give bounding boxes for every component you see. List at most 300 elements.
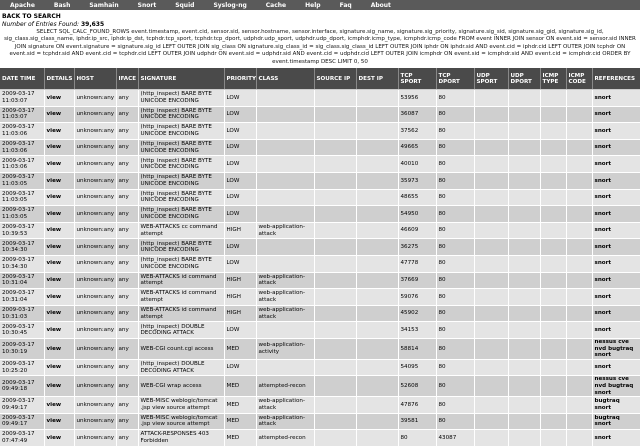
column-header-icmp-type[interactable]: ICMP TYPE: [540, 68, 566, 90]
cell-iface: any: [116, 413, 138, 430]
cell-priority: MED: [224, 397, 256, 414]
cell-tcp-dport: 80: [436, 156, 474, 173]
cell-icmp-code: [566, 222, 592, 239]
cell-signature: WEB-ATTACKS id command attempt: [138, 305, 224, 322]
cell-iface: any: [116, 255, 138, 272]
column-header-details[interactable]: DETAILS: [44, 68, 74, 90]
cell-date-time: 2009-03-17 10:25:20: [0, 359, 44, 376]
nav-bash[interactable]: Bash: [53, 1, 71, 9]
cell-source-ip: [314, 305, 356, 322]
cell-tcp-sport: 47778: [398, 255, 436, 272]
cell-host: unknown:any: [74, 206, 116, 223]
cell-host: unknown:any: [74, 156, 116, 173]
view-details-link[interactable]: view: [44, 106, 74, 123]
cell-udp-dport: [508, 139, 540, 156]
cell-priority: LOW: [224, 173, 256, 190]
cell-signature: (http_inspect) BARE BYTE UNICODE ENCODING: [138, 239, 224, 256]
table-row: [0, 305, 640, 322]
cell-source-ip: [314, 156, 356, 173]
cell-tcp-sport: 37669: [398, 272, 436, 289]
cell-icmp-type: [540, 173, 566, 190]
cell-class: attempted-recon: [256, 376, 314, 397]
cell-date-time: 2009-03-17 07:47:49: [0, 430, 44, 447]
view-details-link[interactable]: view: [44, 413, 74, 430]
cell-udp-dport: [508, 338, 540, 359]
table-row: [0, 222, 640, 239]
cell-priority: MED: [224, 430, 256, 447]
cell-udp-sport: [474, 156, 508, 173]
cell-icmp-code: [566, 156, 592, 173]
column-header-host[interactable]: HOST: [74, 68, 116, 90]
cell-priority: HIGH: [224, 289, 256, 306]
cell-priority: HIGH: [224, 222, 256, 239]
table-row: [0, 239, 640, 256]
cell-date-time: 2009-03-17 09:49:18: [0, 376, 44, 397]
cell-icmp-type: [540, 239, 566, 256]
cell-udp-dport: [508, 289, 540, 306]
references-cell[interactable]: snort: [592, 272, 640, 289]
cell-host: unknown:any: [74, 430, 116, 447]
cell-icmp-type: [540, 397, 566, 414]
cell-host: unknown:any: [74, 239, 116, 256]
view-details-link[interactable]: view: [44, 305, 74, 322]
cell-udp-dport: [508, 359, 540, 376]
table-header-row: [0, 68, 640, 90]
cell-tcp-sport: 48655: [398, 189, 436, 206]
column-header-tcp-dport[interactable]: TCP DPORT: [436, 68, 474, 90]
cell-tcp-sport: 54950: [398, 206, 436, 223]
cell-tcp-sport: 45902: [398, 305, 436, 322]
cell-tcp-dport: 80: [436, 139, 474, 156]
cell-source-ip: [314, 239, 356, 256]
view-details-link[interactable]: view: [44, 397, 74, 414]
view-details-link[interactable]: view: [44, 139, 74, 156]
cell-date-time: 2009-03-17 11:03:06: [0, 123, 44, 140]
cell-iface: any: [116, 123, 138, 140]
cell-host: unknown:any: [74, 173, 116, 190]
cell-icmp-type: [540, 305, 566, 322]
cell-udp-dport: [508, 272, 540, 289]
references-cell[interactable]: bugtraq snort: [592, 413, 640, 430]
references-cell[interactable]: nessus cve nvd bugtraq snort: [592, 338, 640, 359]
column-header-udp-sport[interactable]: UDP SPORT: [474, 68, 508, 90]
cell-dest-ip: [356, 239, 398, 256]
references-cell[interactable]: snort: [592, 189, 640, 206]
cell-dest-ip: [356, 90, 398, 107]
cell-icmp-type: [540, 413, 566, 430]
cell-icmp-code: [566, 90, 592, 107]
cell-tcp-dport: 80: [436, 255, 474, 272]
cell-signature: (http_inspect) BARE BYTE UNICODE ENCODING: [138, 173, 224, 190]
cell-icmp-type: [540, 272, 566, 289]
cell-host: unknown:any: [74, 322, 116, 339]
cell-icmp-code: [566, 139, 592, 156]
cell-tcp-dport: 80: [436, 359, 474, 376]
nav-snort[interactable]: Snort: [137, 1, 157, 9]
cell-udp-dport: [508, 173, 540, 190]
nav-cache[interactable]: Cache: [265, 1, 287, 9]
table-row: [0, 338, 640, 359]
cell-host: unknown:any: [74, 305, 116, 322]
column-header-signature[interactable]: SIGNATURE: [138, 68, 224, 90]
cell-dest-ip: [356, 173, 398, 190]
cell-iface: any: [116, 430, 138, 447]
cell-icmp-code: [566, 272, 592, 289]
cell-signature: (http_inspect) BARE BYTE UNICODE ENCODING: [138, 255, 224, 272]
cell-tcp-sport: 35973: [398, 173, 436, 190]
cell-date-time: 2009-03-17 10:30:19: [0, 338, 44, 359]
cell-class: web-application-attack: [256, 272, 314, 289]
view-details-link[interactable]: view: [44, 338, 74, 359]
cell-iface: any: [116, 338, 138, 359]
view-details-link[interactable]: view: [44, 189, 74, 206]
cell-date-time: 2009-03-17 10:34:30: [0, 239, 44, 256]
references-cell[interactable]: snort: [592, 255, 640, 272]
cell-icmp-type: [540, 338, 566, 359]
cell-dest-ip: [356, 305, 398, 322]
cell-tcp-sport: 52608: [398, 376, 436, 397]
cell-udp-sport: [474, 397, 508, 414]
cell-udp-dport: [508, 206, 540, 223]
cell-source-ip: [314, 123, 356, 140]
cell-icmp-type: [540, 90, 566, 107]
cell-priority: LOW: [224, 206, 256, 223]
table-row: [0, 106, 640, 123]
cell-icmp-code: [566, 206, 592, 223]
cell-priority: LOW: [224, 106, 256, 123]
cell-icmp-code: [566, 305, 592, 322]
cell-udp-dport: [508, 156, 540, 173]
cell-class: web-application-attack: [256, 289, 314, 306]
view-details-link[interactable]: view: [44, 123, 74, 140]
cell-tcp-dport: 80: [436, 322, 474, 339]
cell-udp-sport: [474, 359, 508, 376]
cell-class: web-application-activity: [256, 338, 314, 359]
cell-tcp-sport: 46609: [398, 222, 436, 239]
references-cell[interactable]: snort: [592, 173, 640, 190]
view-details-link[interactable]: view: [44, 322, 74, 339]
cell-priority: MED: [224, 376, 256, 397]
cell-class: [256, 123, 314, 140]
view-details-link[interactable]: view: [44, 156, 74, 173]
cell-iface: any: [116, 289, 138, 306]
cell-date-time: 2009-03-17 10:31:04: [0, 272, 44, 289]
cell-date-time: 2009-03-17 10:34:30: [0, 255, 44, 272]
back-to-search-link[interactable]: BACK TO SEARCH: [2, 13, 61, 20]
cell-udp-sport: [474, 255, 508, 272]
cell-source-ip: [314, 106, 356, 123]
cell-host: unknown:any: [74, 139, 116, 156]
cell-udp-dport: [508, 413, 540, 430]
column-header-class[interactable]: CLASS: [256, 68, 314, 90]
cell-iface: any: [116, 305, 138, 322]
cell-icmp-code: [566, 359, 592, 376]
cell-tcp-sport: 59076: [398, 289, 436, 306]
view-details-link[interactable]: view: [44, 272, 74, 289]
view-details-link[interactable]: view: [44, 430, 74, 447]
references-cell[interactable]: snort: [592, 222, 640, 239]
column-header-dest-ip[interactable]: DEST IP: [356, 68, 398, 90]
table-row: [0, 413, 640, 430]
cell-udp-sport: [474, 90, 508, 107]
cell-dest-ip: [356, 222, 398, 239]
cell-source-ip: [314, 139, 356, 156]
cell-iface: any: [116, 90, 138, 107]
cell-date-time: 2009-03-17 10:30:45: [0, 322, 44, 339]
cell-icmp-code: [566, 123, 592, 140]
cell-signature: ATTACK-RESPONSES 403 Forbidden: [138, 430, 224, 447]
references-cell[interactable]: snort: [592, 106, 640, 123]
references-cell[interactable]: snort: [592, 90, 640, 107]
cell-tcp-dport: 80: [436, 305, 474, 322]
cell-udp-sport: [474, 322, 508, 339]
cell-iface: any: [116, 272, 138, 289]
cell-priority: MED: [224, 338, 256, 359]
cell-date-time: 2009-03-17 11:03:07: [0, 90, 44, 107]
cell-date-time: 2009-03-17 10:31:03: [0, 305, 44, 322]
cell-host: unknown:any: [74, 413, 116, 430]
cell-icmp-type: [540, 359, 566, 376]
view-details-link[interactable]: view: [44, 255, 74, 272]
column-header-references[interactable]: REFERENCES: [592, 68, 640, 90]
references-cell[interactable]: snort: [592, 359, 640, 376]
cell-iface: any: [116, 376, 138, 397]
cell-class: [256, 90, 314, 107]
cell-priority: HIGH: [224, 272, 256, 289]
cell-signature: (http_inspect) BARE BYTE UNICODE ENCODING: [138, 106, 224, 123]
references-cell[interactable]: snort: [592, 430, 640, 447]
cell-udp-sport: [474, 206, 508, 223]
cell-signature: (http_inspect) BARE BYTE UNICODE ENCODING: [138, 139, 224, 156]
cell-udp-dport: [508, 322, 540, 339]
cell-host: unknown:any: [74, 359, 116, 376]
cell-iface: any: [116, 189, 138, 206]
cell-udp-dport: [508, 123, 540, 140]
cell-iface: any: [116, 222, 138, 239]
cell-signature: WEB-MISC weblogic/tomcat .jsp view source attempt: [138, 413, 224, 430]
cell-udp-dport: [508, 376, 540, 397]
cell-signature: WEB-CGI count.cgi access: [138, 338, 224, 359]
cell-signature: WEB-ATTACKS id command attempt: [138, 272, 224, 289]
cell-tcp-sport: 58814: [398, 338, 436, 359]
column-header-udp-dport[interactable]: UDP DPORT: [508, 68, 540, 90]
table-row: [0, 289, 640, 306]
references-cell[interactable]: bugtraq snort: [592, 397, 640, 414]
cell-dest-ip: [356, 338, 398, 359]
cell-class: [256, 139, 314, 156]
cell-icmp-code: [566, 322, 592, 339]
references-cell[interactable]: snort: [592, 156, 640, 173]
references-cell[interactable]: snort: [592, 289, 640, 306]
cell-udp-sport: [474, 305, 508, 322]
cell-icmp-type: [540, 322, 566, 339]
cell-date-time: 2009-03-17 11:03:05: [0, 173, 44, 190]
cell-udp-sport: [474, 239, 508, 256]
cell-tcp-dport: 80: [436, 239, 474, 256]
cell-tcp-dport: 43087: [436, 430, 474, 447]
cell-class: [256, 239, 314, 256]
cell-icmp-type: [540, 106, 566, 123]
table-row: [0, 189, 640, 206]
cell-iface: any: [116, 139, 138, 156]
references-cell[interactable]: snort: [592, 139, 640, 156]
nav-syslog-ng[interactable]: Syslog-ng: [213, 1, 247, 9]
cell-tcp-dport: 80: [436, 376, 474, 397]
view-details-link[interactable]: view: [44, 206, 74, 223]
cell-iface: any: [116, 156, 138, 173]
cell-tcp-sport: 49665: [398, 139, 436, 156]
cell-udp-dport: [508, 255, 540, 272]
cell-udp-dport: [508, 397, 540, 414]
cell-class: [256, 359, 314, 376]
cell-source-ip: [314, 222, 356, 239]
cell-iface: any: [116, 173, 138, 190]
cell-tcp-dport: 80: [436, 397, 474, 414]
column-header-iface[interactable]: IFACE: [116, 68, 138, 90]
references-cell[interactable]: snort: [592, 322, 640, 339]
cell-tcp-dport: 80: [436, 90, 474, 107]
cell-tcp-sport: 36087: [398, 106, 436, 123]
nav-samhain[interactable]: Samhain: [89, 1, 119, 9]
references-cell[interactable]: snort: [592, 305, 640, 322]
references-cell[interactable]: snort: [592, 206, 640, 223]
nav-squid[interactable]: Squid: [175, 1, 195, 9]
sql-query-text: SELECT SQL_CALC_FOUND_ROWS event.timestamp, event.cid, sensor.sid, sensor.hostname, sensor.interface, signature.sig_name, signature.sig_priority, signature.sig_sid, signature.sig_gid, signature.sig_id, sig_class.sig_class_name, iphdr.ip_src, iphdr.ip_dst, tcphdr.tcp_sport, tcphdr.tcp_dport, udphdr.udp_sport, udphdr.udp_dport, icmphdr.icmp_type, icmphdr.icmp_code FROM event INNER JOIN sensor ON event.sid = sensor.sid INNER JOIN signature ON event.signature = signature.sig_id LEFT OUTER JOIN sig_class ON signature.sig_class_id = sig_class.sig_class_id LEFT OUTER JOIN iphdr ON iphdr.sid AND event.cid = iphdr.cid LEFT OUTER JOIN tcphdr ON event.sid = tcphdr.sid AND event.cid = tcphdr.cid LEFT OUTER JOIN udphdr ON event.sid = udphdr.sid AND event.cid = udphdr.cid LEFT OUTER JOIN icmphdr ON event.sid = icmphdr.sid AND event.cid = icmphdr.cid ORDER BY event.timestamp DESC LIMIT 0, 50: [4, 29, 636, 65]
cell-dest-ip: [356, 106, 398, 123]
cell-class: web-application-attack: [256, 413, 314, 430]
cell-tcp-dport: 80: [436, 173, 474, 190]
cell-udp-sport: [474, 106, 508, 123]
cell-host: unknown:any: [74, 338, 116, 359]
cell-class: web-application-attack: [256, 305, 314, 322]
references-cell[interactable]: snort: [592, 123, 640, 140]
cell-udp-dport: [508, 222, 540, 239]
cell-source-ip: [314, 413, 356, 430]
cell-tcp-sport: 54095: [398, 359, 436, 376]
cell-priority: HIGH: [224, 305, 256, 322]
column-header-priority[interactable]: PRIORITY: [224, 68, 256, 90]
cell-source-ip: [314, 206, 356, 223]
column-header-icmp-code[interactable]: ICMP CODE: [566, 68, 592, 90]
cell-udp-dport: [508, 106, 540, 123]
cell-tcp-sport: 39581: [398, 413, 436, 430]
cell-signature: (http_inspect) DOUBLE DECODING ATTACK: [138, 359, 224, 376]
cell-iface: any: [116, 359, 138, 376]
view-details-link[interactable]: view: [44, 289, 74, 306]
view-details-link[interactable]: view: [44, 222, 74, 239]
cell-date-time: 2009-03-17 10:31:04: [0, 289, 44, 306]
cell-source-ip: [314, 376, 356, 397]
references-cell[interactable]: nessus cve nvd bugtraq snort: [592, 376, 640, 397]
entries-found: [2, 21, 640, 28]
cell-priority: LOW: [224, 359, 256, 376]
cell-tcp-dport: 80: [436, 272, 474, 289]
cell-class: [256, 189, 314, 206]
cell-source-ip: [314, 289, 356, 306]
cell-source-ip: [314, 322, 356, 339]
cell-icmp-type: [540, 189, 566, 206]
cell-class: [256, 322, 314, 339]
cell-icmp-type: [540, 255, 566, 272]
cell-signature: WEB-CGI wrap access: [138, 376, 224, 397]
table-row: [0, 173, 640, 190]
view-details-link[interactable]: view: [44, 376, 74, 397]
cell-class: [256, 106, 314, 123]
cell-tcp-sport: 53956: [398, 90, 436, 107]
cell-icmp-code: [566, 106, 592, 123]
cell-date-time: 2009-03-17 11:03:05: [0, 206, 44, 223]
cell-date-time: 2009-03-17 09:49:17: [0, 413, 44, 430]
cell-icmp-code: [566, 376, 592, 397]
references-cell[interactable]: snort: [592, 239, 640, 256]
table-row: [0, 359, 640, 376]
column-header-source-ip[interactable]: SOURCE IP: [314, 68, 356, 90]
cell-icmp-type: [540, 206, 566, 223]
cell-tcp-sport: 34153: [398, 322, 436, 339]
cell-icmp-type: [540, 222, 566, 239]
cell-icmp-type: [540, 139, 566, 156]
cell-priority: LOW: [224, 156, 256, 173]
cell-source-ip: [314, 189, 356, 206]
cell-udp-sport: [474, 272, 508, 289]
entries-found-label: Number of Entries Found:: [2, 21, 80, 28]
view-details-link[interactable]: view: [44, 239, 74, 256]
cell-iface: any: [116, 106, 138, 123]
view-details-link[interactable]: view: [44, 90, 74, 107]
view-details-link[interactable]: view: [44, 173, 74, 190]
cell-icmp-type: [540, 156, 566, 173]
cell-source-ip: [314, 90, 356, 107]
nav-apache[interactable]: Apache: [10, 1, 35, 9]
cell-icmp-code: [566, 173, 592, 190]
cell-udp-dport: [508, 90, 540, 107]
cell-host: unknown:any: [74, 289, 116, 306]
nav-faq[interactable]: Faq: [339, 1, 352, 9]
cell-dest-ip: [356, 189, 398, 206]
nav-about[interactable]: About: [370, 1, 391, 9]
cell-tcp-dport: 80: [436, 338, 474, 359]
cell-dest-ip: [356, 272, 398, 289]
cell-class: web-application-attack: [256, 397, 314, 414]
cell-udp-sport: [474, 173, 508, 190]
cell-source-ip: [314, 272, 356, 289]
cell-iface: any: [116, 397, 138, 414]
cell-icmp-code: [566, 189, 592, 206]
nav-help[interactable]: Help: [305, 1, 321, 9]
cell-icmp-code: [566, 397, 592, 414]
cell-udp-dport: [508, 305, 540, 322]
cell-iface: any: [116, 206, 138, 223]
cell-signature: (http_inspect) BARE BYTE UNICODE ENCODING: [138, 156, 224, 173]
cell-signature: (http_inspect) BARE BYTE UNICODE ENCODING: [138, 123, 224, 140]
column-header-date-time[interactable]: DATE TIME: [0, 68, 44, 90]
cell-source-ip: [314, 173, 356, 190]
cell-host: unknown:any: [74, 255, 116, 272]
cell-udp-sport: [474, 189, 508, 206]
cell-signature: WEB-MISC weblogic/tomcat .jsp view source attempt: [138, 397, 224, 414]
cell-source-ip: [314, 338, 356, 359]
cell-date-time: 2009-03-17 09:49:17: [0, 397, 44, 414]
cell-priority: LOW: [224, 90, 256, 107]
column-header-tcp-sport[interactable]: TCP SPORT: [398, 68, 436, 90]
cell-dest-ip: [356, 123, 398, 140]
view-details-link[interactable]: view: [44, 359, 74, 376]
cell-dest-ip: [356, 359, 398, 376]
cell-udp-dport: [508, 189, 540, 206]
cell-dest-ip: [356, 289, 398, 306]
cell-tcp-dport: 80: [436, 222, 474, 239]
table-row: [0, 376, 640, 397]
